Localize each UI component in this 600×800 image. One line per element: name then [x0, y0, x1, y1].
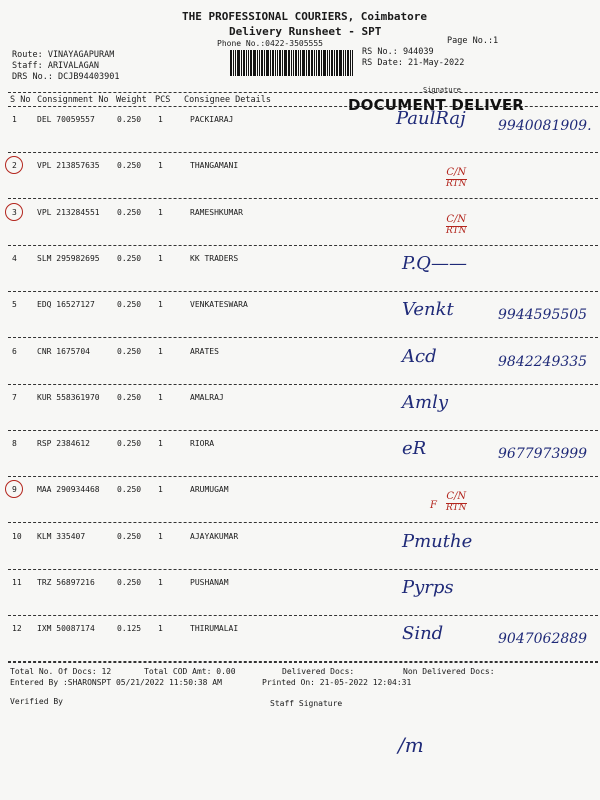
row-separator: [8, 291, 598, 292]
row-sno: 5: [12, 300, 17, 309]
header-top-rule: [8, 92, 598, 93]
col-consignment: Consignment No: [37, 95, 109, 105]
col-weight: Weight: [116, 95, 147, 105]
row-return-note: [446, 168, 467, 189]
row-consignment-no: KLM 335407: [37, 532, 86, 541]
drs-number: DRS No.: DCJB94403901: [12, 72, 120, 82]
rs-number: RS No.: 944039: [362, 47, 434, 57]
row-sno: 6: [12, 347, 17, 356]
row-separator: [8, 522, 598, 523]
row-pcs: 1: [158, 300, 163, 309]
row-weight: 0.250: [117, 208, 142, 217]
row-handwritten-phone: 9940081909.: [498, 118, 592, 134]
row-sno: 9: [12, 485, 17, 494]
rs-date: RS Date: 21-May-2022: [362, 58, 465, 68]
row-pcs: 1: [158, 532, 163, 541]
row-consignee: ARATES: [190, 347, 219, 356]
row-separator: [8, 152, 598, 153]
route: Route: VINAYAGAPURAM: [12, 50, 115, 60]
row-consignment-no: SLM 295982695: [37, 254, 100, 263]
row-pcs: 1: [158, 161, 163, 170]
col-pcs: PCS: [155, 95, 171, 105]
row-pcs: 1: [158, 439, 163, 448]
col-consignee: Consignee Details: [184, 95, 271, 105]
row-consignee: RIORA: [190, 439, 215, 448]
row-consignment-no: CNR 1675704: [37, 347, 90, 356]
col-sno: S No: [10, 95, 31, 105]
row-weight: 0.250: [117, 115, 142, 124]
row-separator: [8, 430, 598, 431]
document-delivered-stamp: DOCUMENT DELIVER: [348, 96, 525, 114]
row-sno: 7: [12, 393, 17, 402]
row-consignment-no: EDQ 16527127: [37, 300, 95, 309]
row-consignee: PUSHANAM: [190, 578, 229, 587]
rtn-top: C/N: [446, 214, 467, 225]
sheet-title: Delivery Runsheet - SPT: [229, 25, 382, 38]
row-handwritten-signature: Amly: [402, 392, 448, 413]
row-sno: 12: [12, 624, 22, 633]
row-consignment-no: IXM 50087174: [37, 624, 95, 633]
row-return-note: [446, 215, 467, 236]
row-consignment-no: RSP 2384612: [37, 439, 90, 448]
row-handwritten-signature: Acd: [402, 346, 437, 367]
row-pcs: 1: [158, 208, 163, 217]
row-sno: 3: [12, 208, 17, 217]
rtn-top: C/N: [446, 491, 467, 502]
rtn-top: C/N: [446, 167, 467, 178]
row-sno: 1: [12, 115, 17, 124]
row-consignment-no: VPL 213284551: [37, 208, 100, 217]
row-handwritten-phone: 9677973999: [498, 446, 588, 462]
row-separator: [8, 245, 598, 246]
row-consignee: ARUMUGAM: [190, 485, 229, 494]
row-consignee: VENKATESWARA: [190, 300, 248, 309]
row-handwritten-signature: Sind: [402, 623, 444, 644]
delivered-docs: Delivered Docs:: [282, 667, 355, 676]
row-weight: 0.250: [117, 578, 142, 587]
row-consignment-no: TRZ 56897216: [37, 578, 95, 587]
row-pcs: 1: [158, 115, 163, 124]
rtn-bottom: RTN: [446, 503, 467, 513]
rtn-bottom: RTN: [446, 179, 467, 189]
row-separator: [8, 198, 598, 199]
row-separator: [8, 337, 598, 338]
row-pcs: 1: [158, 254, 163, 263]
row-pcs: 1: [158, 393, 163, 402]
company-name: THE PROFESSIONAL COURIERS, Coimbatore: [182, 10, 428, 23]
entered-by: Entered By :SHARONSPT 05/21/2022 11:50:38 AM: [10, 678, 222, 687]
row-weight: 0.250: [117, 532, 142, 541]
row-consignee: THANGAMANI: [190, 161, 239, 170]
row-handwritten-signature: Pyrps: [402, 577, 454, 598]
row-weight: 0.250: [117, 439, 142, 448]
row-sno: 8: [12, 439, 17, 448]
row-weight: 0.250: [117, 485, 142, 494]
row-handwritten-signature: Venkt: [402, 299, 454, 320]
total-cod: Total COD Amt: 0.00: [144, 667, 236, 676]
total-docs: Total No. Of Docs: 12: [10, 667, 112, 676]
staff-signature-label: Staff Signature: [270, 699, 343, 708]
row-separator: [8, 569, 598, 570]
row-consignment-no: KUR 558361970: [37, 393, 100, 402]
row-return-prefix: F: [430, 500, 437, 511]
rtn-bottom: RTN: [446, 226, 467, 236]
row-handwritten-phone: 9842249335: [498, 354, 588, 370]
row-consignee: AJAYAKUMAR: [190, 532, 239, 541]
row-handwritten-phone: 9944595505: [498, 307, 588, 323]
staff: Staff: ARIVALAGAN: [12, 61, 99, 71]
row-weight: 0.250: [117, 300, 142, 309]
row-pcs: 1: [158, 578, 163, 587]
row-consignment-no: VPL 213857635: [37, 161, 100, 170]
row-handwritten-signature: P.Q——: [402, 253, 467, 274]
row-consignee: RAMESHKUMAR: [190, 208, 243, 217]
row-weight: 0.250: [117, 161, 142, 170]
row-consignee: PACKIARAJ: [190, 115, 234, 124]
row-consignee: THIRUMALAI: [190, 624, 239, 633]
phone-number: Phone No.:0422-3505555: [217, 39, 323, 48]
row-consignment-no: DEL 70059557: [37, 115, 95, 124]
barcode: [230, 50, 358, 76]
printed-on: Printed On: 21-05-2022 12:04:31: [262, 678, 412, 687]
row-sno: 2: [12, 161, 17, 170]
row-return-note: [446, 492, 467, 513]
signature-label: Signature: [423, 86, 461, 94]
row-weight: 0.250: [117, 254, 142, 263]
row-separator: [8, 384, 598, 385]
row-sno: 10: [12, 532, 22, 541]
row-consignee: AMALRAJ: [190, 393, 224, 402]
row-separator: [8, 615, 598, 616]
row-weight: 0.250: [117, 393, 142, 402]
row-pcs: 1: [158, 624, 163, 633]
row-handwritten-phone: 9047062889: [498, 631, 588, 647]
row-weight: 0.250: [117, 347, 142, 356]
row-pcs: 1: [158, 485, 163, 494]
row-sno: 4: [12, 254, 17, 263]
bottom-handwritten-mark: /m: [398, 733, 424, 757]
footer-rule: [8, 662, 598, 663]
row-handwritten-signature: PaulRaj: [396, 108, 466, 129]
row-separator: [8, 476, 598, 477]
row-sno: 11: [12, 578, 22, 587]
row-weight: 0.125: [117, 624, 142, 633]
verified-by: Verified By: [10, 697, 63, 706]
row-consignment-no: MAA 290934468: [37, 485, 100, 494]
page-number: Page No.:1: [447, 36, 499, 46]
non-delivered-docs: Non Delivered Docs:: [403, 667, 495, 676]
row-handwritten-signature: Pmuthe: [402, 531, 473, 552]
row-handwritten-signature: eR: [402, 438, 427, 459]
row-pcs: 1: [158, 347, 163, 356]
row-consignee: KK TRADERS: [190, 254, 239, 263]
